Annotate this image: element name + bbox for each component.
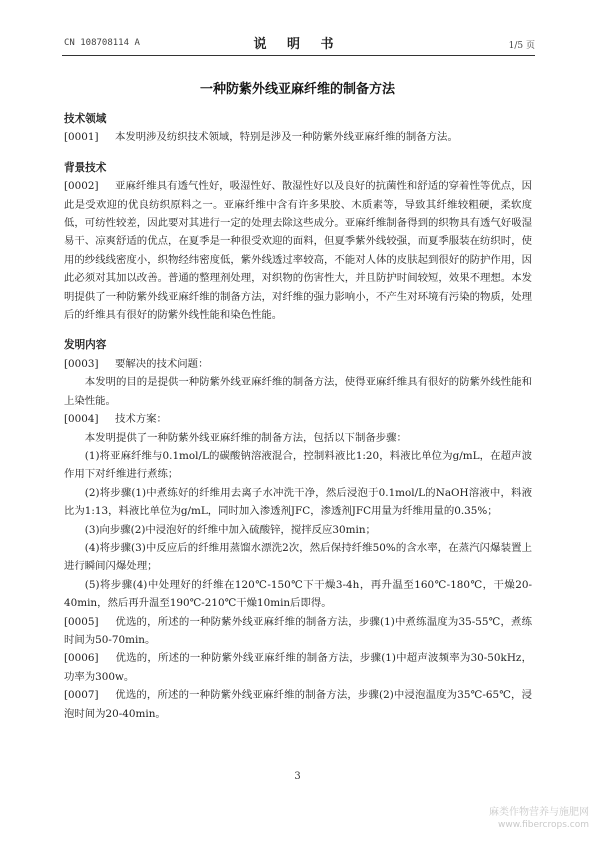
paragraph xyxy=(64,447,532,484)
section-heading: 发明内容 xyxy=(64,339,107,352)
paragraph-text: 本发明涉及纺织技术领域，特别是涉及一种防紫外线亚麻纤维的制备方法。 xyxy=(114,131,458,144)
paragraph xyxy=(64,613,532,650)
paragraph-text: (5)将步骤(4)中处理好的纤维在120℃-150℃下干燥3-4h，再升温至160℃-180℃，干燥20-40min，然后再升温至190℃-210℃干燥10min后即得。 xyxy=(64,578,532,610)
paragraph-text: 本发明提供了一种防紫外线亚麻纤维的制备方法，包括以下制备步骤： xyxy=(84,431,407,444)
paragraph xyxy=(64,128,532,146)
paragraph-number: [0005] xyxy=(64,615,99,628)
paragraph-text: 本发明的目的是提供一种防紫外线亚麻纤维的制备方法，使得亚麻纤维具有很好的防紫外线性能和上染性能。 xyxy=(64,376,532,407)
paragraph-text: 优选的，所述的一种防紫外线亚麻纤维的制备方法，步骤(2)中浸泡温度为35℃-65℃，浸泡时间为20-40min。 xyxy=(64,689,533,720)
paragraph-text: 优选的，所述的一种防紫外线亚麻纤维的制备方法，步骤(1)中煮练温度为35-55℃，煮练时间为50-70min。 xyxy=(64,615,533,646)
paragraph xyxy=(64,429,532,447)
paragraph-text: (4)将步骤(3)中反应后的纤维用蒸馏水漂洗2次，然后保持纤维50%的含水率，在蒸汽闪爆装置上进行瞬间闪爆处理； xyxy=(64,541,532,573)
watermark-site-name: 麻类作物营养与施肥网 xyxy=(489,807,589,818)
paragraph-number: [0003] xyxy=(64,357,99,370)
paragraph-text: (2)将步骤(1)中煮练好的纤维用去离子水冲洗干净，然后浸泡于0.1mol/L的NaOH溶液中，料液比为1:13，料液比单位为g/mL，同时加入渗透剂JFC，渗透剂JFC用量为纤维用量的0.35%； xyxy=(64,486,532,518)
page-number: 3 xyxy=(294,771,301,782)
paragraph-text: 优选的，所述的一种防紫外线亚麻纤维的制备方法，步骤(1)中超声波频率为30-50kHz，功率为300w。 xyxy=(64,652,532,683)
paragraph xyxy=(64,521,532,539)
paragraph-text: 亚麻纤维具有透气性好，吸湿性好、散湿性好以及良好的抗菌性和舒适的穿着性等优点，因此是受欢迎的优良纺织原料之一。亚麻纤维中含有许多果胶、木质素等，导致其纤维较粗硬，柔软度低，可纺性较差，因此要对其进行一定的处理去除这些成分。亚麻纤维制备得到的织物具有透气好吸湿易干、凉爽舒适的优点，在夏季是一种很受欢迎的面料，但夏季紫外线较强，而夏季服装在纺织时，使用的纱线线密度小，织物经纬密度低，紫外线透过率较高，不能对人体的皮肤起到很好的防护作用，因此必须对其加以改善。普通的整理剂处理，对织物的伤害性大，并且防护时间较短，效果不理想。本发明提供了一种防紫外线亚麻纤维的制备方法，对纤维的强力影响小，不产生对环境有污染的物质，处理后的纤维具有很好的防紫外线性能和染色性能。 xyxy=(64,180,533,322)
paragraph xyxy=(64,355,532,373)
paragraph-text: 技术方案： xyxy=(114,413,167,426)
paragraph xyxy=(64,177,532,324)
paragraph-text: 要解决的技术问题： xyxy=(114,357,209,370)
watermark-url: www.fibercrops.com xyxy=(498,820,589,830)
doc-type-heading: 说 明 书 xyxy=(253,37,342,52)
document-body xyxy=(64,110,532,723)
watermark xyxy=(489,806,589,832)
paragraph-number: [0007] xyxy=(64,689,99,702)
paragraph xyxy=(64,484,532,521)
paragraph-text: (1)将亚麻纤维与0.1mol/L的碳酸钠溶液混合，控制料液比1:20，料液比单位为g/mL，在超声波作用下对纤维进行煮练； xyxy=(64,449,532,481)
patent-number: CN 108708114 A xyxy=(64,38,140,48)
section-heading: 技术领域 xyxy=(64,113,107,125)
page-info: 1/5 页 xyxy=(508,41,535,51)
header-divider xyxy=(62,55,535,56)
paragraph-number: [0004] xyxy=(64,413,99,426)
paragraph-number: [0006] xyxy=(64,652,99,665)
paragraph xyxy=(64,373,532,410)
paragraph-number: [0002] xyxy=(64,180,99,193)
paragraph xyxy=(64,649,532,686)
paragraph xyxy=(64,686,532,723)
paragraph-text: (3)向步骤(2)中浸泡好的纤维中加入硫酸锌，搅拌反应30min； xyxy=(84,523,376,536)
paragraph xyxy=(64,410,532,428)
paragraph-number: [0001] xyxy=(64,131,99,144)
paragraph xyxy=(64,539,532,576)
section-heading: 背景技术 xyxy=(64,161,107,174)
document-title: 一种防紫外线亚麻纤维的制备方法 xyxy=(199,82,395,97)
paragraph xyxy=(64,576,532,613)
